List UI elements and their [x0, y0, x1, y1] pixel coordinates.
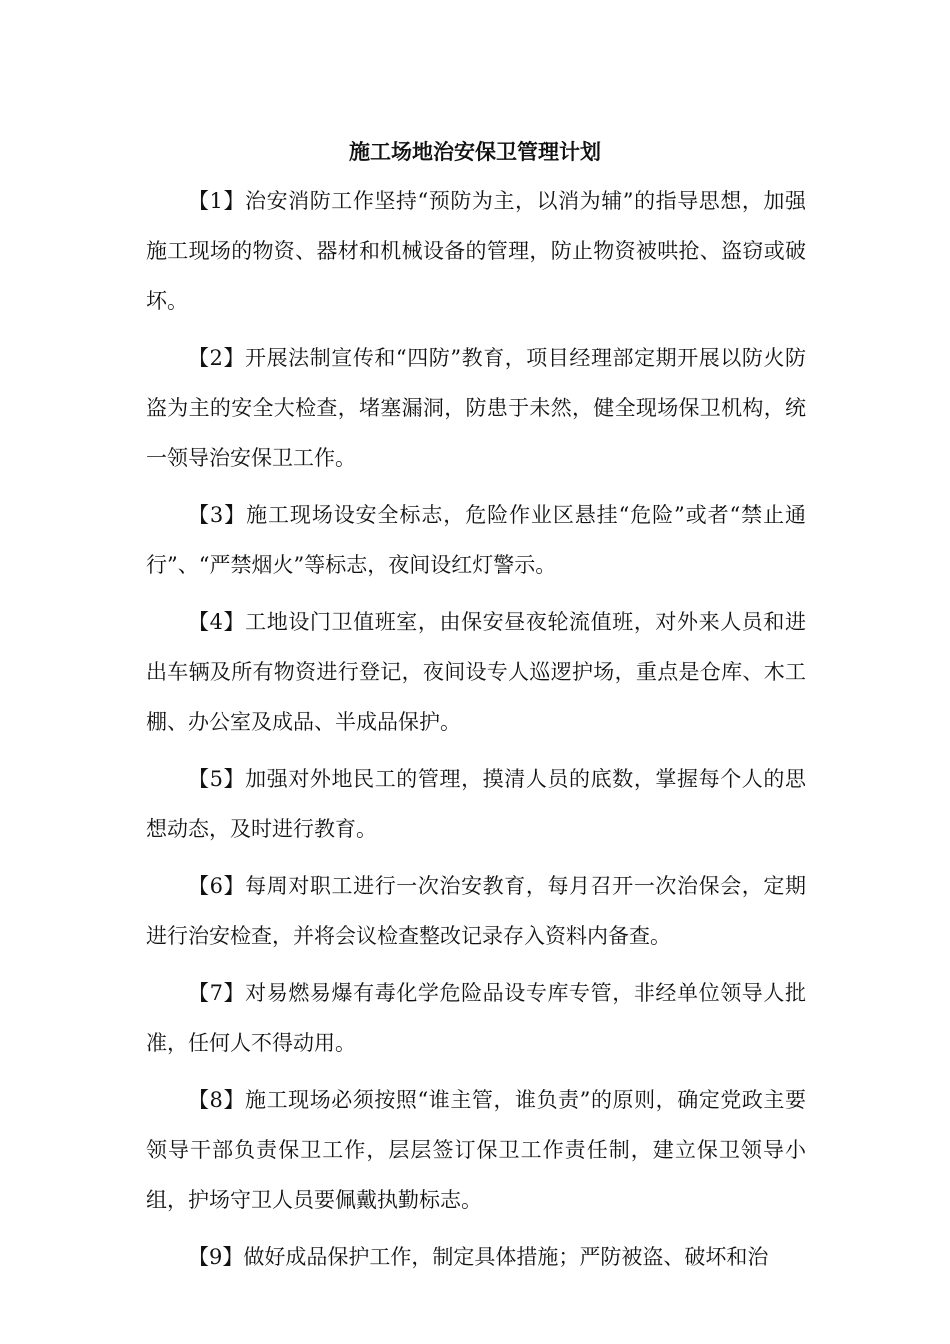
paragraph-3: 【3】施工现场设安全标志，危险作业区悬挂“危险”或者“禁止通行”、“严禁烟火”等标志，夜间设红灯警示。	[146, 503, 806, 577]
paragraph-8: 【8】施工现场必须按照“谁主管，谁负责”的原则，确定党政主要领导干部负责保卫工作，层层签订保卫工作责任制，建立保卫领导小组，护场守卫人员要佩戴执勤标志。	[146, 1088, 806, 1212]
document-title: 施工场地治安保卫管理计划	[349, 139, 601, 164]
paragraph-5: 【5】加强对外地民工的管理，摸清人员的底数，掌握每个人的思想动态，及时进行教育。	[146, 767, 806, 841]
paragraph-6: 【6】每周对职工进行一次治安教育，每月召开一次治保会，定期进行治安检查，并将会议检查整改记录存入资料内备查。	[146, 874, 806, 948]
paragraph-7: 【7】对易燃易爆有毒化学危险品设专库专管，非经单位领导人批准，任何人不得动用。	[146, 981, 806, 1055]
paragraph-4: 【4】工地设门卫值班室，由保安昼夜轮流值班，对外来人员和进出车辆及所有物资进行登记，夜间设专人巡逻护场，重点是仓库、木工棚、办公室及成品、半成品保护。	[146, 610, 806, 734]
document-body	[146, 176, 806, 1289]
paragraph-1: 【1】治安消防工作坚持“预防为主，以消为辅”的指导思想，加强施工现场的物资、器材和机械设备的管理，防止物资被哄抢、盗窃或破坏。	[146, 189, 806, 313]
paragraph-2: 【2】开展法制宣传和“四防”教育，项目经理部定期开展以防火防盗为主的安全大检查，堵塞漏洞，防患于未然，健全现场保卫机构，统一领导治安保卫工作。	[146, 346, 806, 470]
paragraph-9: 【9】做好成品保护工作，制定具体措施；严防被盗、破坏和治	[188, 1245, 769, 1269]
